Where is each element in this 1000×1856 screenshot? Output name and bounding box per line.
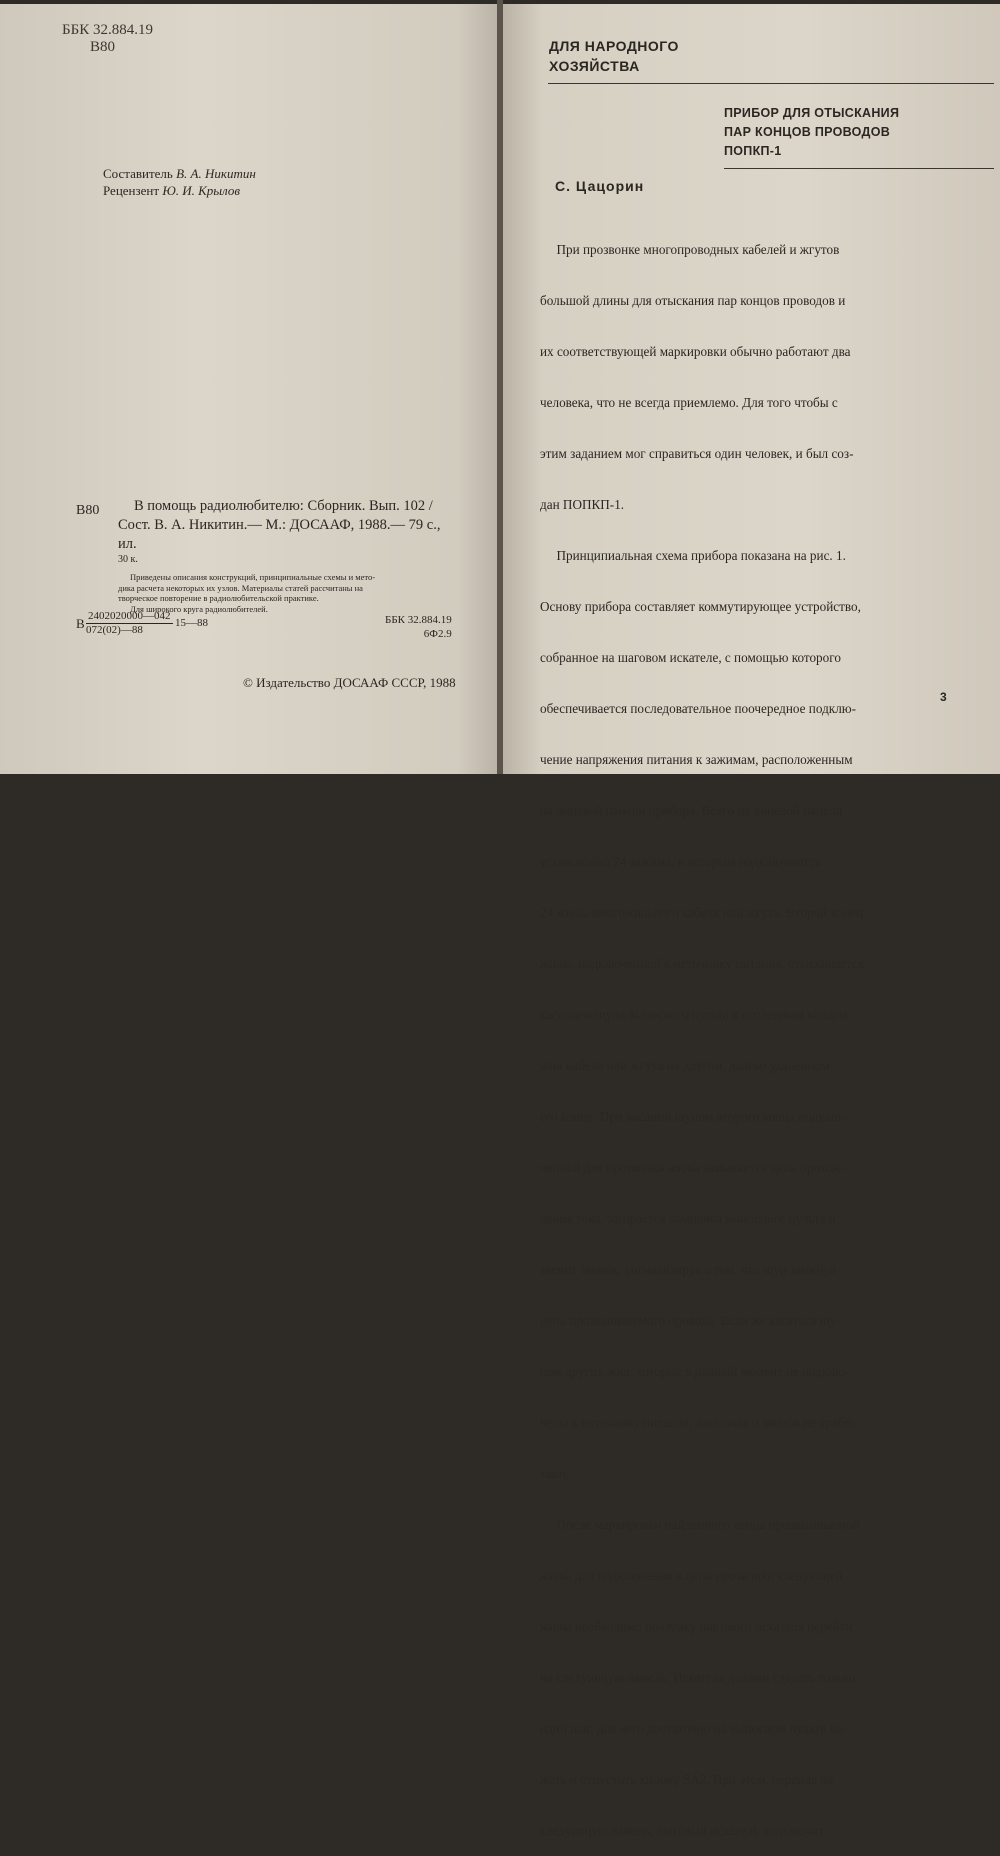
section-heading bbox=[549, 36, 679, 76]
page-number: 3 bbox=[940, 690, 947, 704]
body-line: жать и отпустить кнопку SA2. При этом, перейдя на bbox=[540, 1772, 834, 1787]
body-line: чение напряжения питания к зажимам, расположенным bbox=[540, 752, 853, 767]
body-line: один шаг, для чего достаточно на выносном пульте на- bbox=[540, 1721, 847, 1736]
index-numerator: 2402020000—042 bbox=[88, 610, 171, 622]
body-line: его конце. При касании щупом второго конца подклю- bbox=[540, 1109, 846, 1124]
body-line: Принципиальная схема прибора показана на рис. 1. bbox=[540, 548, 846, 563]
reviewer-line bbox=[103, 182, 256, 199]
bbk-top bbox=[62, 22, 153, 56]
copies-count: 30 к. bbox=[118, 554, 138, 565]
section-rule bbox=[548, 83, 994, 84]
annotation-line: творческое повторение в радиолюбительской практике. bbox=[118, 593, 319, 603]
body-line: ченной для прозвонки жилы замыкается цепь прохож- bbox=[540, 1160, 846, 1175]
left-page bbox=[0, 4, 497, 774]
body-line: собранное на шаговом искателе, с помощью которого bbox=[540, 650, 841, 665]
article-title bbox=[724, 104, 899, 161]
annotation-line: Для широкого круга радиолюбителей. bbox=[130, 603, 268, 614]
reviewer-label: Рецензент bbox=[103, 183, 160, 198]
index-letter: В bbox=[76, 616, 85, 631]
index-denominator: 072(02)—88 bbox=[86, 624, 143, 636]
section-heading-line: ДЛЯ НАРОДНОГО bbox=[549, 38, 679, 54]
catalog-entry bbox=[118, 497, 440, 554]
annotation-line: дика расчета некоторых их узлов. Материалы статей рассчитаны на bbox=[118, 582, 363, 593]
body-line: 24 жилы многожильного кабеля или жгута. Второй конец bbox=[540, 905, 863, 920]
body-line: жил кабеля или жгута на другом, далеко удаленном bbox=[540, 1058, 830, 1073]
body-line: жилы необходимо ползунку шагового искателя перейти bbox=[540, 1619, 853, 1634]
body-line: жилы для подключения к цепи прозвонки следующей bbox=[540, 1568, 843, 1583]
catalog-code: В80 bbox=[76, 503, 100, 518]
body-line: дения тока, загорается лампочка выносного пульта и bbox=[540, 1211, 836, 1226]
body-line: на следующую ламель. Искатель должен сделать только bbox=[540, 1670, 856, 1685]
body-line: установлено 24 зажима, к которым подключаются bbox=[540, 854, 822, 869]
body-line: При прозвонке многопроводных кабелей и жгутов bbox=[540, 242, 840, 257]
annotation bbox=[118, 572, 375, 614]
body-line: звенит звонок, сигнализируя о том, что щуп замкнул bbox=[540, 1262, 836, 1277]
article-title-line: ПОПКП-1 bbox=[724, 144, 782, 158]
body-line: чены к источнику питания, лампочка и звонок не срабо- bbox=[540, 1415, 856, 1430]
bbk-bottom-line: 6Ф2.9 bbox=[423, 628, 452, 640]
index-fraction bbox=[86, 610, 173, 637]
copyright: © Издательство ДОСААФ СССР, 1988 bbox=[243, 675, 456, 690]
body-line: обеспечивается последовательное поочередное подклю- bbox=[540, 701, 857, 716]
body-line: на лицевой панели прибора. Всего на лицевой панели bbox=[540, 803, 843, 818]
catalog-line: Сост. В. А. Никитин.— М.: ДОСААФ, 1988.— 79 с., bbox=[118, 517, 441, 533]
bbk-bottom-line: ББК 32.884.19 bbox=[385, 614, 452, 626]
body-line: касанием щупа выносного пульта к оголенным концам bbox=[540, 1007, 848, 1022]
article-title-line: ПАР КОНЦОВ ПРОВОДОВ bbox=[724, 125, 891, 139]
article-author: С. Цацорин bbox=[555, 178, 645, 194]
body-line: пом других жил, которые в данный момент не подклю- bbox=[540, 1364, 850, 1379]
bbk-top-line: ББК 32.884.19 bbox=[62, 22, 153, 38]
body-line: жилы, подключенной к источнику питания, отыскивается bbox=[540, 956, 865, 971]
annotation-line: Приведены описания конструкций, принципиальные схемы и мето- bbox=[130, 572, 376, 582]
body-line: Основу прибора составляет коммутирующее устройство, bbox=[540, 599, 861, 614]
body-line: этим заданием мог справиться один человек, и был соз- bbox=[540, 446, 854, 461]
body-line: их соответствующей маркировки обычно работают два bbox=[540, 344, 851, 359]
index-tail: 15—88 bbox=[175, 617, 208, 629]
body-line: дан ПОПКП-1. bbox=[540, 497, 625, 512]
bbk-top-line: В80 bbox=[90, 39, 116, 55]
bbk-bottom bbox=[385, 613, 452, 641]
body-line: человека, что не всегда приемлемо. Для того чтобы с bbox=[540, 395, 838, 410]
body-line: После маркировки найденного конца прозваниваемой bbox=[540, 1517, 860, 1532]
body-line: цепь прозваниваемого провода. Если же касаться щу- bbox=[540, 1313, 841, 1328]
body-line: большой длины для отыскания пар концов проводов и bbox=[540, 293, 846, 308]
article-body bbox=[540, 207, 864, 1856]
compiler-line bbox=[103, 165, 256, 182]
article-title-line: ПРИБОР ДЛЯ ОТЫСКАНИЯ bbox=[724, 106, 900, 120]
body-line: следующую ламель, шаговый искатель подключит bbox=[540, 1823, 825, 1838]
catalog-line: В помощь радиолюбителю: Сборник. Вып. 102 / bbox=[134, 498, 433, 514]
catalog-line: ил. bbox=[118, 536, 137, 552]
compiler-label: Составитель bbox=[103, 166, 173, 181]
title-rule bbox=[724, 168, 994, 169]
section-heading-line: ХОЗЯЙСТВА bbox=[549, 58, 640, 74]
compiler-name: В. А. Никитин bbox=[176, 166, 256, 181]
reviewer-name: Ю. И. Крылов bbox=[162, 183, 241, 198]
credits bbox=[103, 165, 256, 199]
body-line: тают. bbox=[540, 1466, 570, 1481]
